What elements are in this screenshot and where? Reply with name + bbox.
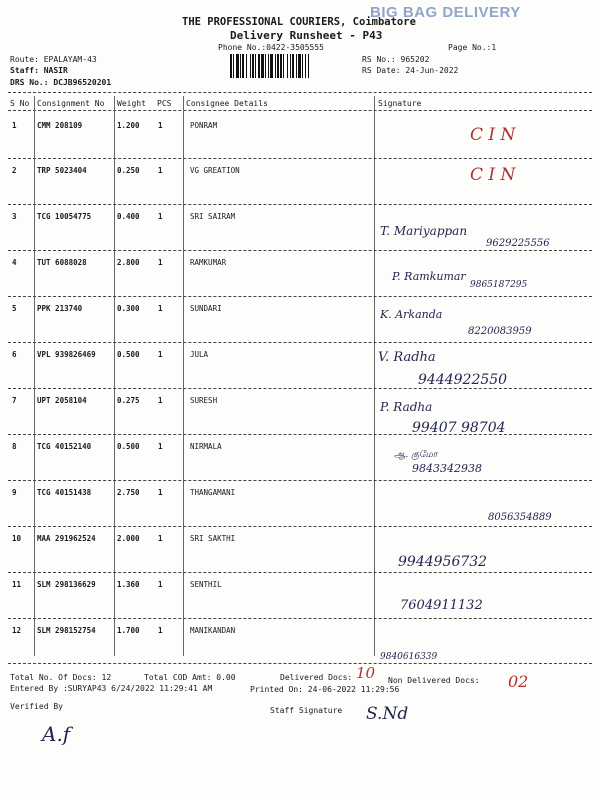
- row-weight: 0.250: [117, 166, 140, 175]
- row-consignee: JULA: [190, 350, 209, 359]
- row-divider: [8, 250, 592, 251]
- runsheet-title: Delivery Runsheet - P43: [230, 29, 383, 42]
- row-signature: 7604911132: [400, 598, 483, 613]
- row-signature-phone: 9444922550: [418, 372, 508, 388]
- row-sno: 8: [12, 442, 17, 451]
- col-header-consignment: Consignment No: [37, 99, 105, 108]
- row-signature: T. Mariyappan: [380, 224, 468, 238]
- barcode-bar: [277, 54, 279, 78]
- row-signature-phone: 8220083959: [468, 326, 532, 337]
- row-signature: K. Arkanda: [380, 308, 443, 321]
- row-signature-phone: 9865187295: [470, 280, 528, 290]
- row-weight: 0.500: [117, 350, 140, 359]
- company-name: THE PROFESSIONAL COURIERS, Coimbatore: [182, 16, 416, 28]
- row-sno: 4: [12, 258, 17, 267]
- row-signature: P. Radha: [380, 400, 433, 414]
- row-pcs: 1: [158, 304, 163, 313]
- row-consignment-no: TUT 6088028: [37, 258, 87, 267]
- barcode-bar: [270, 54, 273, 78]
- row-pcs: 1: [158, 396, 163, 405]
- row-divider: [8, 618, 592, 619]
- row-signature: 9840616339: [380, 652, 438, 662]
- col-header-weight: Weight: [117, 99, 146, 108]
- row-consignee: THANGAMANI: [190, 488, 236, 497]
- barcode: [230, 54, 355, 78]
- row-weight: 1.200: [117, 121, 140, 130]
- row-weight: 0.400: [117, 212, 140, 221]
- row-signature-phone: 9629225556: [486, 238, 550, 249]
- row-divider: [8, 158, 592, 159]
- row-weight: 0.275: [117, 396, 140, 405]
- barcode-bar: [280, 54, 282, 78]
- row-consignment-no: TCG 40151438: [37, 488, 92, 497]
- row-consignment-no: SLM 298152754: [37, 626, 96, 635]
- barcode-bar: [230, 54, 232, 78]
- staff-label: Staff: NASIR: [10, 66, 68, 75]
- barcode-bar: [258, 54, 260, 78]
- staff-signature-label: Staff Signature: [270, 706, 343, 715]
- barcode-bar: [233, 54, 234, 78]
- total-docs: Total No. Of Docs: 12: [10, 673, 112, 682]
- row-pcs: 1: [158, 350, 163, 359]
- table-top-rule: [8, 92, 592, 93]
- row-pcs: 1: [158, 534, 163, 543]
- row-pcs: 1: [158, 442, 163, 451]
- verified-by-label: Verified By: [10, 702, 63, 711]
- rs-date: RS Date: 24-Jun-2022: [362, 66, 459, 75]
- footer-rule: [8, 663, 592, 664]
- row-consignee: SURESH: [190, 396, 218, 405]
- col-header-consignee: Consignee Details: [186, 99, 268, 108]
- row-sno: 12: [12, 626, 22, 635]
- delivered-docs-value: 10: [356, 664, 376, 682]
- row-consignee: PONRAM: [190, 121, 218, 130]
- row-pcs: 1: [158, 121, 163, 130]
- col-header-signature: Signature: [378, 99, 422, 108]
- row-signature: C I N: [470, 165, 516, 185]
- barcode-bar: [287, 54, 288, 78]
- drs-number: DRS No.: DCJB96520201: [10, 78, 112, 87]
- row-signature: 9944956732: [398, 554, 488, 570]
- barcode-bar: [246, 54, 247, 78]
- verified-by-signature: A.f: [42, 722, 71, 746]
- row-consignment-no: MAA 291962524: [37, 534, 96, 543]
- row-weight: 1.360: [117, 580, 140, 589]
- row-divider: [8, 204, 592, 205]
- row-consignment-no: TCG 10054775: [37, 212, 92, 221]
- row-sno: 1: [12, 121, 17, 130]
- barcode-bar: [283, 54, 284, 78]
- barcode-bar: [265, 54, 266, 78]
- row-pcs: 1: [158, 166, 163, 175]
- row-weight: 2.750: [117, 488, 140, 497]
- row-weight: 0.300: [117, 304, 140, 313]
- row-consignment-no: CMM 208109: [37, 121, 83, 130]
- row-sno: 11: [12, 580, 22, 589]
- row-weight: 0.500: [117, 442, 140, 451]
- row-consignment-no: PPK 213740: [37, 304, 83, 313]
- row-sno: 2: [12, 166, 17, 175]
- row-consignee: MANIKANDAN: [190, 626, 236, 635]
- row-signature-phone: 9843342938: [412, 462, 482, 475]
- row-consignee: SENTHIL: [190, 580, 222, 589]
- row-divider: [8, 526, 592, 527]
- row-signature: ஆ. குமோ: [394, 450, 438, 460]
- row-consignee: VG GREATION: [190, 166, 240, 175]
- staff-signature: S.Nd: [366, 704, 409, 724]
- barcode-bar: [308, 54, 309, 78]
- col-header-pcs: PCS: [157, 99, 172, 108]
- row-consignment-no: TRP 5023404: [37, 166, 87, 175]
- total-cod: Total COD Amt: 0.00: [144, 673, 236, 682]
- row-pcs: 1: [158, 212, 163, 221]
- row-weight: 1.700: [117, 626, 140, 635]
- row-weight: 2.000: [117, 534, 140, 543]
- row-consignment-no: VPL 939826469: [37, 350, 96, 359]
- barcode-bar: [250, 54, 251, 78]
- row-divider: [8, 572, 592, 573]
- row-sno: 6: [12, 350, 17, 359]
- row-divider: [8, 388, 592, 389]
- barcode-bar: [296, 54, 297, 78]
- table-header-rule: [8, 110, 592, 111]
- barcode-bar: [236, 54, 239, 78]
- row-consignee: SUNDARI: [190, 304, 222, 313]
- phone-number: Phone No.:0422-3505555: [218, 43, 324, 52]
- barcode-bar: [292, 54, 294, 78]
- row-sno: 5: [12, 304, 17, 313]
- barcode-bar: [305, 54, 306, 78]
- delivered-docs-label: Delivered Docs:: [280, 673, 353, 682]
- col-header-sno: S No: [10, 99, 30, 108]
- row-weight: 2.800: [117, 258, 140, 267]
- non-delivered-docs-label: Non Delivered Docs:: [388, 676, 480, 685]
- row-signature-phone: 99407 98704: [412, 420, 506, 436]
- barcode-bar: [298, 54, 301, 78]
- row-sno: 10: [12, 534, 22, 543]
- row-divider: [8, 342, 592, 343]
- barcode-bar: [290, 54, 291, 78]
- row-consignment-no: TCG 40152140: [37, 442, 92, 451]
- big-bag-delivery-stamp: BIG BAG DELIVERY: [370, 4, 521, 21]
- row-consignee: SRI SAIRAM: [190, 212, 236, 221]
- row-consignee: SRI SAKTHI: [190, 534, 236, 543]
- row-signature: C I N: [470, 125, 516, 145]
- row-signature-phone: 8056354889: [488, 512, 552, 523]
- printed-on: Printed On: 24-06-2022 11:29:56: [250, 685, 400, 694]
- row-signature: P. Ramkumar: [392, 270, 466, 283]
- row-consignment-no: UPT 2058104: [37, 396, 87, 405]
- barcode-bar: [302, 54, 303, 78]
- row-consignment-no: SLM 298136629: [37, 580, 96, 589]
- barcode-bar: [261, 54, 264, 78]
- barcode-bar: [240, 54, 241, 78]
- barcode-bar: [242, 54, 244, 78]
- entered-by: Entered By :SURYAP43 6/24/2022 11:29:41 AM: [10, 684, 213, 693]
- row-consignee: RAMKUMAR: [190, 258, 227, 267]
- barcode-bar: [255, 54, 256, 78]
- row-pcs: 1: [158, 580, 163, 589]
- rs-number: RS No.: 965202: [362, 55, 430, 64]
- row-signature: V. Radha: [378, 350, 436, 365]
- non-delivered-docs-value: 02: [508, 672, 529, 691]
- barcode-bar: [268, 54, 269, 78]
- row-pcs: 1: [158, 258, 163, 267]
- barcode-bar: [252, 54, 254, 78]
- row-divider: [8, 480, 592, 481]
- row-pcs: 1: [158, 488, 163, 497]
- row-sno: 3: [12, 212, 17, 221]
- row-consignee: NIRMALA: [190, 442, 222, 451]
- row-sno: 9: [12, 488, 17, 497]
- route-label: Route: EPALAYAM-43: [10, 55, 97, 64]
- row-sno: 7: [12, 396, 17, 405]
- row-pcs: 1: [158, 626, 163, 635]
- barcode-bar: [275, 54, 276, 78]
- row-divider: [8, 296, 592, 297]
- page-number: Page No.:1: [448, 43, 497, 52]
